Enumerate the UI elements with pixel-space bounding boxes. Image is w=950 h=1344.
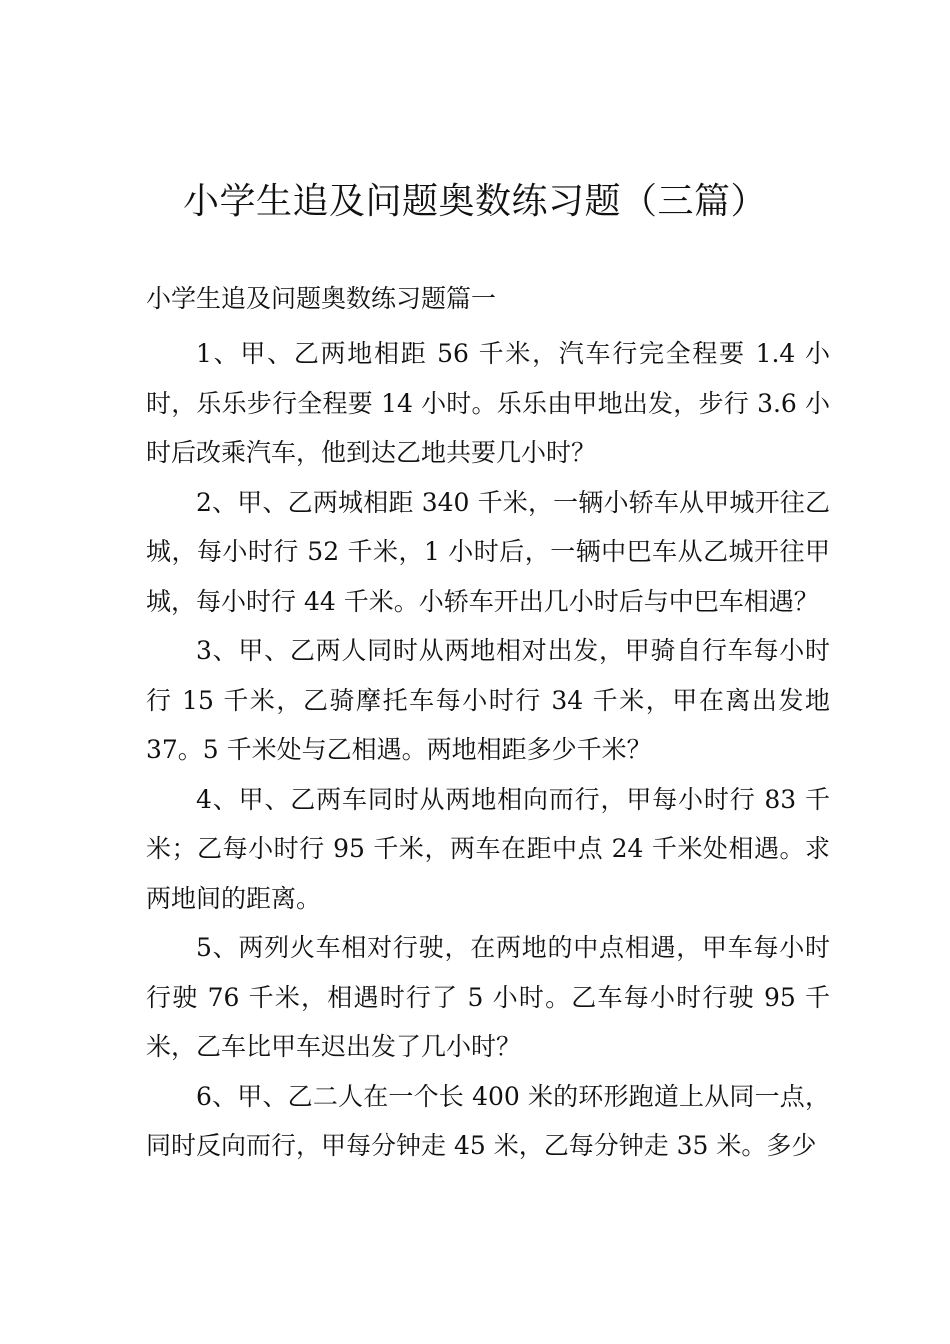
problem-5: 5、两列火车相对行驶，在两地的中点相遇，甲车每小时行驶 76 千米，相遇时行了 5 小时。乙车每小时行驶 95 千米，乙车比甲车迟出发了几小时？ [146,933,830,1061]
problem-6: 6、甲、乙二人在一个长 400 米的环形跑道上从同一点，同时反向而行，甲每分钟走 45 米，乙每分钟走 35 米。多少 [146,1081,830,1160]
document-title: 小学生追及问题奥数练习题（三篇） [182,181,767,222]
problem-2: 2、甲、乙两城相距 340 千米，一辆小轿车从甲城开往乙城，每小时行 52 千米，1 小时后，一辆中巴车从乙城开往甲城，每小时行 44 千米。小轿车开出几小时后与中巴车相遇？ [146,487,830,616]
problem-3: 3、甲、乙两人同时从两地相对出发，甲骑自行车每小时行 15 千米，乙骑摩托车每小时行 34 千米，甲在离出发地 37。5 千米处与乙相遇。两地相距多少千米？ [146,636,830,764]
problem-1: 1、甲、乙两地相距 56 千米，汽车行完全程要 1.4 小时，乐乐步行全程要 14 小时。乐乐由甲地出发，步行 3.6 小时后改乘汽车，他到达乙地共要几小时？ [146,339,830,467]
section-heading: 小学生追及问题奥数练习题篇一 [146,284,497,313]
problem-4: 4、甲、乙两车同时从两地相向而行，甲每小时行 83 千米；乙每小时行 95 千米，两车在距中点 24 千米处相遇。求两地间的距离。 [146,784,830,913]
problem-list [146,329,830,1171]
